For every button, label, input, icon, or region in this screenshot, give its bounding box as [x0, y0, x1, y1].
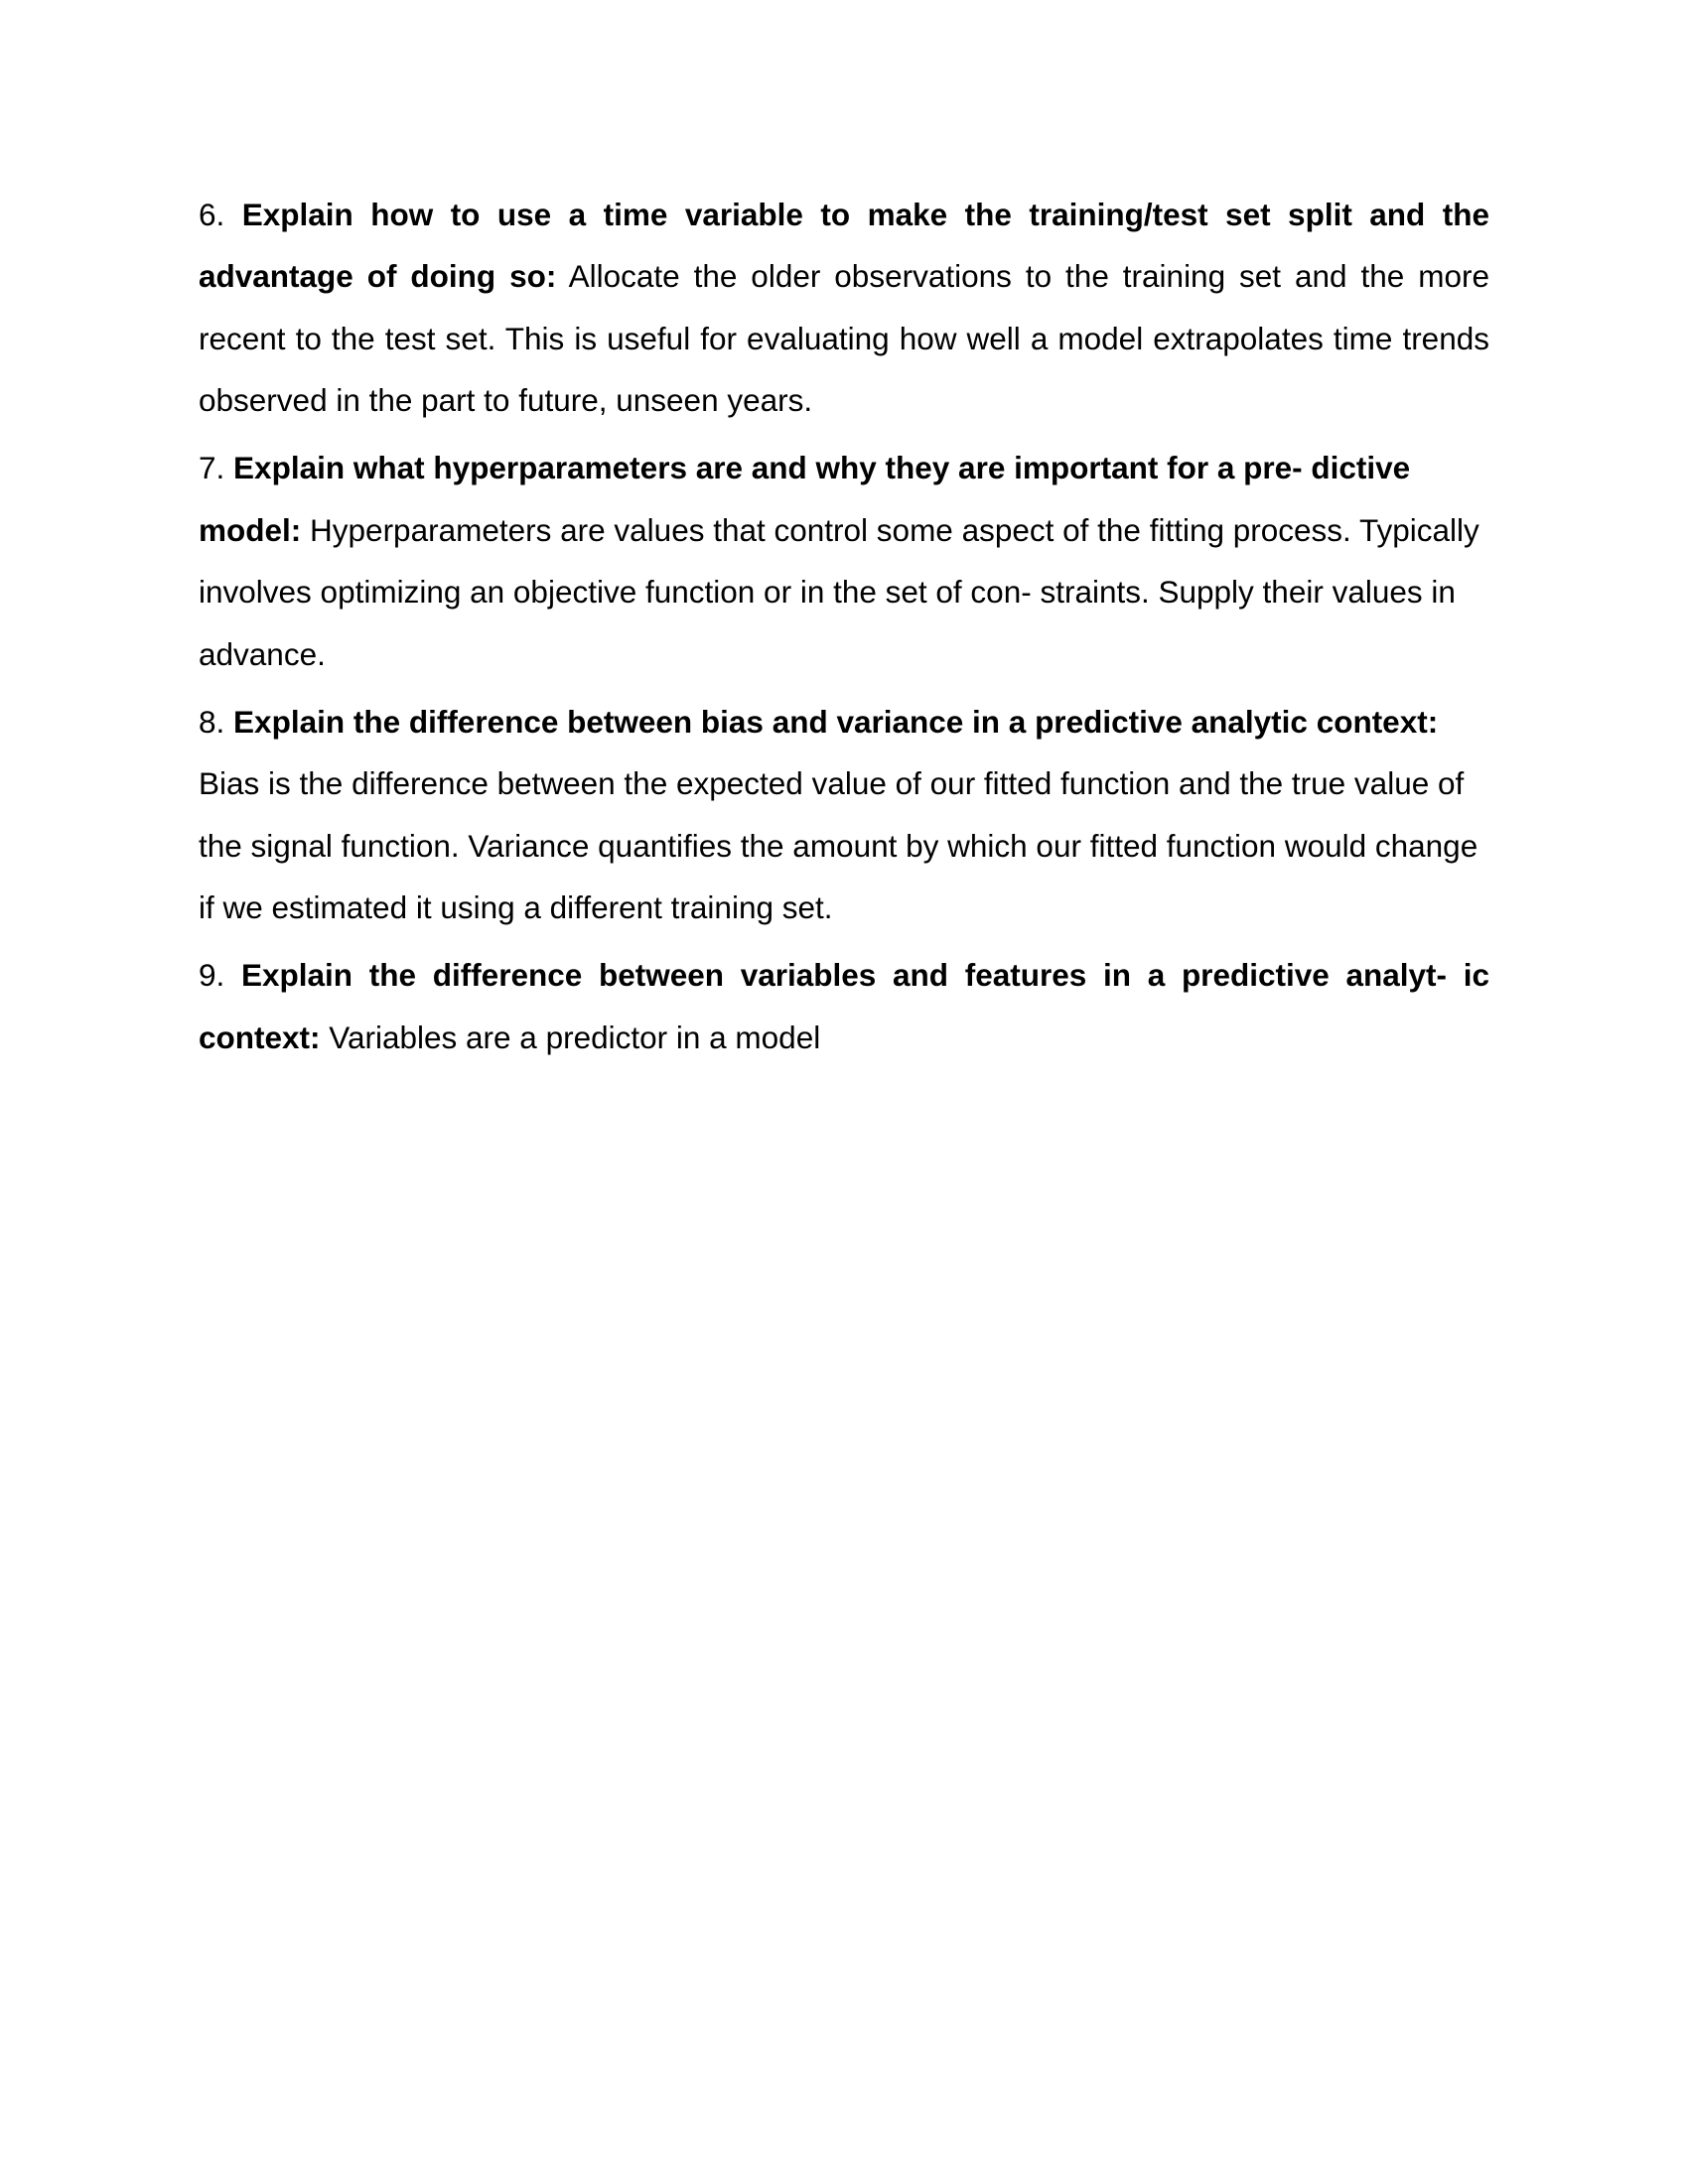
question-text: Explain how to use a time variable to make the training/test set split and the advantage of doing so:: [199, 197, 1489, 295]
qa-paragraph: [199, 184, 1489, 431]
answer-text: Variables are a predictor in a model: [329, 1019, 821, 1055]
answer-text: Hyperparameters are values that control some aspect of the fitting process. Typically involves optimizing an objective function or in the set of con- straints. Supply their values in advance.: [199, 511, 1479, 672]
question-text: Explain the difference between bias and variance in a predictive analytic context:: [233, 703, 1439, 740]
qa-item-6: [199, 184, 1489, 431]
question-number: 7.: [199, 450, 225, 486]
qa-item-8: [199, 691, 1489, 938]
answer-text: Allocate the older observations to the training set and the more recent to the test set. This is useful for evaluating how well a model extrapolates time trends observed in the part to future, unseen years.: [199, 258, 1490, 419]
question-number: 6.: [199, 197, 225, 232]
qa-item-9: [199, 944, 1489, 1068]
qa-paragraph: [199, 691, 1489, 938]
qa-item-7: [199, 437, 1489, 684]
qa-paragraph: [199, 944, 1489, 1068]
question-text: Explain what hyperparameters are and why they are important for a pre- dictive model:: [199, 450, 1411, 548]
question-text: Explain the difference between variables and features in a predictive analyt- ic context:: [199, 957, 1489, 1055]
document-body: [199, 184, 1489, 1068]
question-number: 8.: [199, 703, 225, 740]
question-number: 9.: [199, 957, 225, 994]
answer-text: Bias is the difference between the expected value of our fitted function and the true value of the signal function. Variance quantifies the amount by which our fitted function would change if we estimated it using a different training set.: [199, 765, 1478, 925]
qa-paragraph: [199, 437, 1489, 684]
